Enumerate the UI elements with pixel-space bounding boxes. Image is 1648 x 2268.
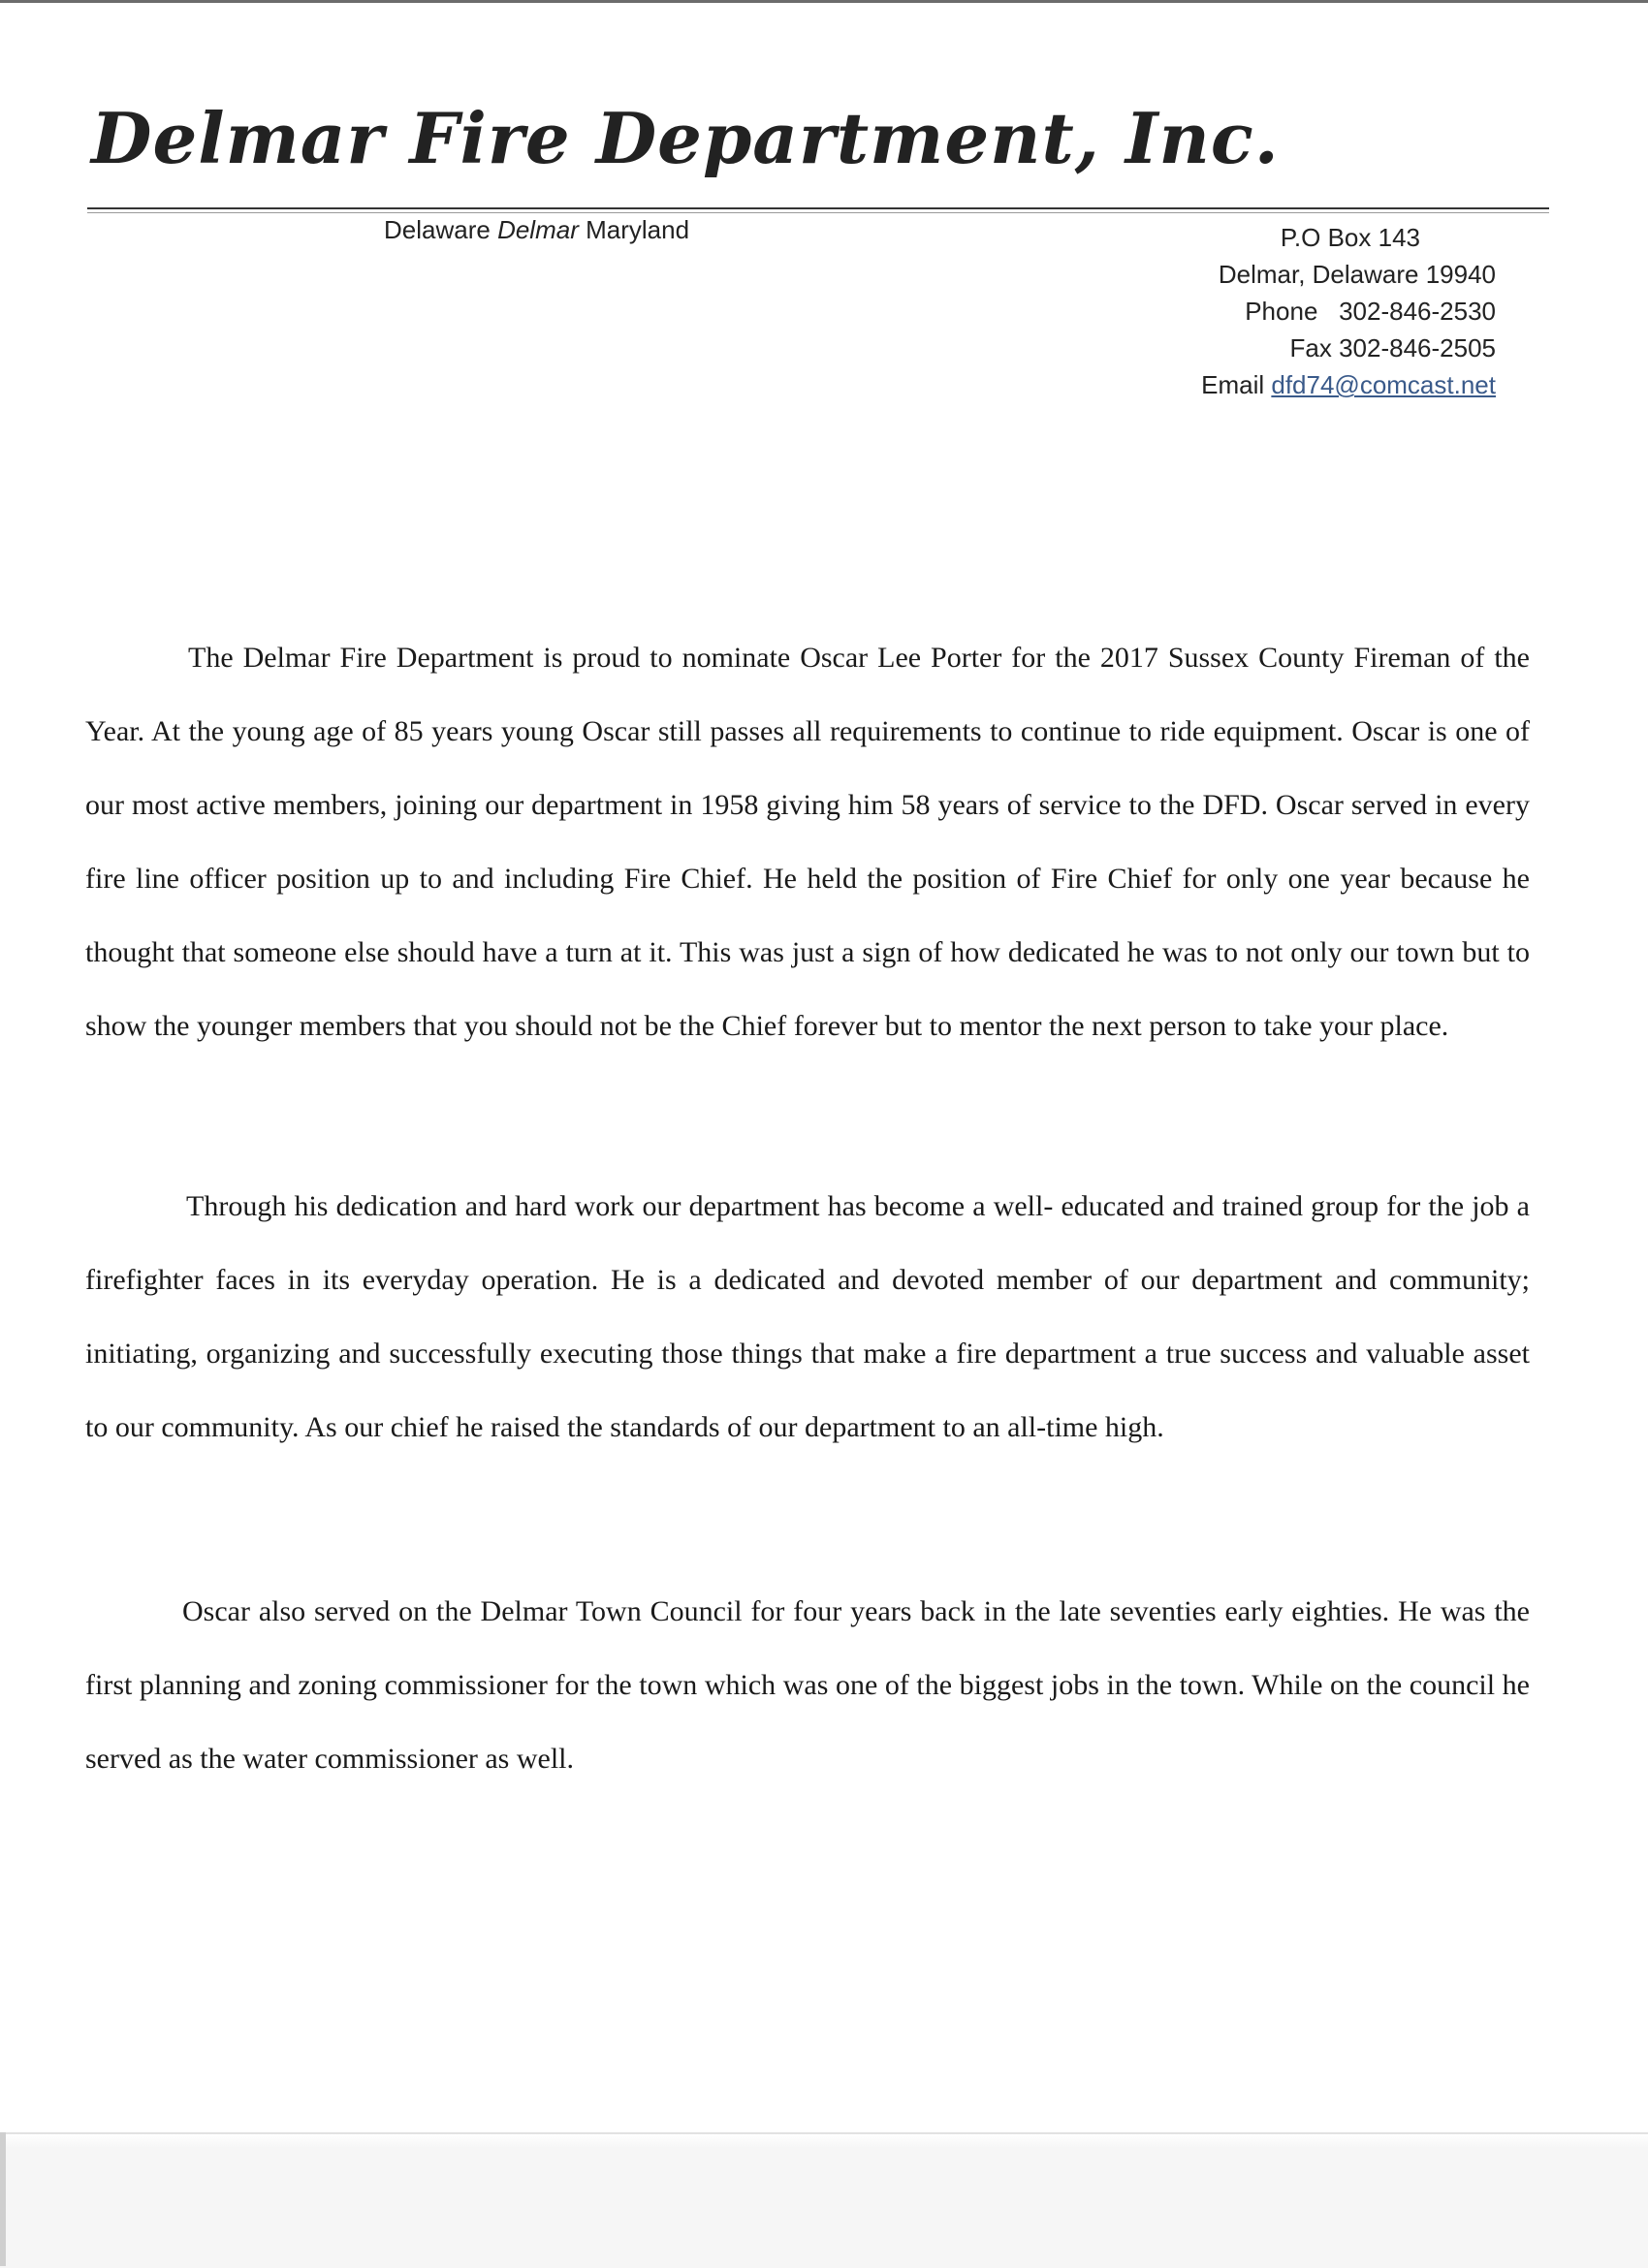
body-paragraph-1: The Delmar Fire Department is proud to nominate Oscar Lee Porter for the 2017 Sussex County Fireman of the Year. At the young age of 85 years young Oscar still passes all requirements to continue to ride equipment. Oscar is one of our most active members, joining our department in 1958 giving him 58 years of service to the DFD. Oscar served in every fire line officer position up to and including Fire Chief. He held the position of Fire Chief for only one year because he thought that someone else should have a turn at it. This was just a sign of how dedicated he was to not only our town but to show the younger members that you should not be the Chief forever but to mentor the next person to take your place. xyxy=(85,642,1530,1042)
phone-line xyxy=(1089,293,1496,330)
city-state: Delmar, Delaware 19940 xyxy=(1218,260,1496,289)
fax-label: Fax xyxy=(1289,333,1332,362)
header-rule-thin xyxy=(87,212,1549,213)
email-link[interactable]: dfd74@comcast.net xyxy=(1271,370,1496,399)
fax-number: 302-846-2505 xyxy=(1339,333,1496,362)
town-name: Delmar xyxy=(497,215,579,244)
fax-line xyxy=(1089,330,1496,366)
address-block xyxy=(1089,219,1496,403)
scan-top-edge xyxy=(0,0,1648,3)
phone-number: 302-846-2530 xyxy=(1339,297,1496,326)
email-label: Email xyxy=(1201,370,1265,399)
scan-left-edge xyxy=(0,2132,6,2266)
letterhead-states xyxy=(384,215,689,245)
body-paragraph-3: Oscar also served on the Delmar Town Council for four years back in the late seventies early eighties. He was the first planning and zoning commissioner for the town which was one of the biggest jobs in the town. While on the council he served as the water commissioner as well. xyxy=(85,1595,1530,1775)
body-paragraph-2: Through his dedication and hard work our department has become a well- educated and trained group for the job a firefighter faces in its everyday operation. He is a dedicated and devoted member of our department and community; initiating, organizing and successfully executing those things that make a fire department a true success and valuable asset to our community. As our chief he raised the standards of our department to an all-time high. xyxy=(85,1190,1530,1443)
po-box: P.O Box 143 xyxy=(1280,223,1420,252)
scan-bottom-shadow xyxy=(0,2132,1648,2268)
state-right: Maryland xyxy=(586,215,690,244)
letterhead-title: Delmar Fire Department, Inc. xyxy=(91,97,1280,179)
phone-label: Phone xyxy=(1245,297,1318,326)
header-rule xyxy=(87,207,1549,209)
state-left: Delaware xyxy=(384,215,491,244)
email-line xyxy=(1089,366,1496,403)
